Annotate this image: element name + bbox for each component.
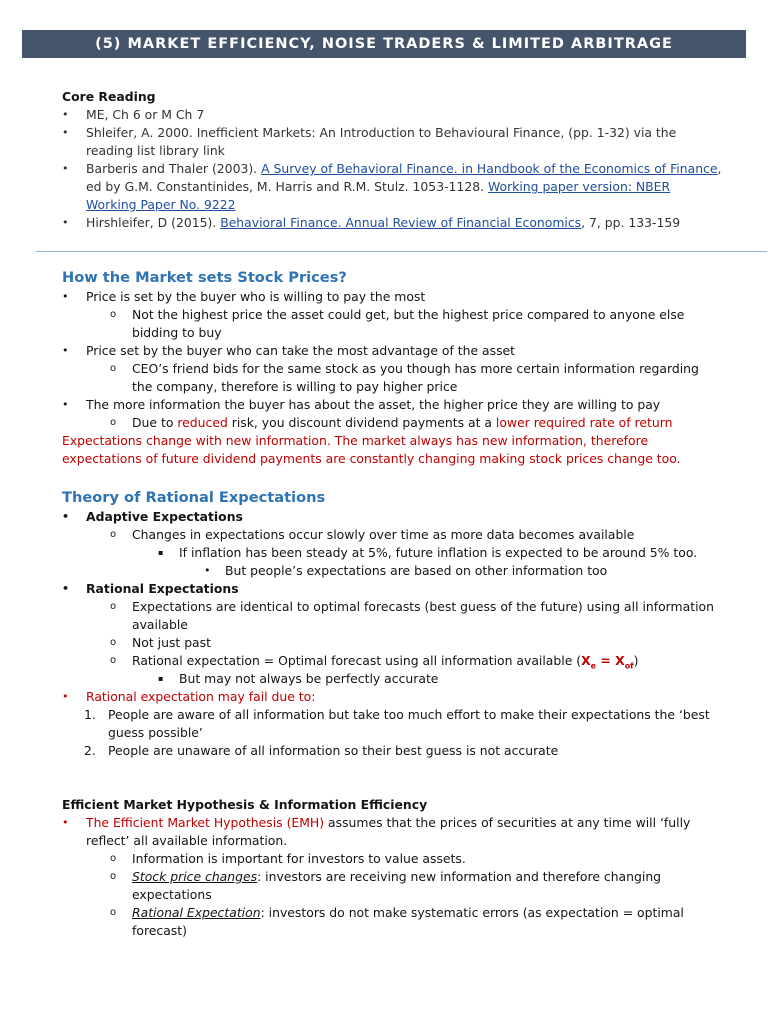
circle-bullet-icon: o <box>110 637 117 648</box>
bullet-icon: • <box>62 126 69 139</box>
list-item: • Price is set by the buyer who is willing to pay the most <box>62 289 426 304</box>
circle-bullet-icon: o <box>110 601 117 612</box>
reference-link[interactable]: Behavioral Finance. Annual Review of Financial Economics <box>220 215 582 230</box>
working-paper-link[interactable]: Working paper version: NBER Working Paper No. 9222 <box>86 179 671 212</box>
list-item: • Adaptive Expectations <box>62 509 243 524</box>
list-item: o Due to reduced risk, you discount dividend payments at a lower required rate of return <box>110 415 673 430</box>
rational-expectations-section <box>62 488 722 760</box>
section-divider <box>36 251 767 252</box>
list-item: • Rational Expectations <box>62 581 239 596</box>
bullet-icon: • <box>62 510 70 523</box>
list-item: o Changes in expectations occur slowly over time as more data becomes available <box>110 527 635 542</box>
circle-bullet-icon: o <box>110 655 117 666</box>
list-item: o Not the highest price the asset could get, but the highest price compared to anyone else bidding to buy <box>110 307 685 340</box>
bullet-icon: • <box>62 344 69 357</box>
list-item: • The more information the buyer has about the asset, the higher price they are willing to pay <box>62 397 661 412</box>
circle-bullet-icon: o <box>110 417 117 428</box>
bullet-icon: • <box>62 816 69 829</box>
list-item: o Expectations are identical to optimal forecasts (best guess of the future) using all information available <box>110 599 714 632</box>
list-number: 1. <box>84 707 96 722</box>
highlight-note: Expectations change with new information. The market always has new information, therefore expectations of future dividend payments are constantly changing making stock prices change too. <box>62 433 681 466</box>
bullet-icon: • <box>62 108 69 121</box>
list-item: o CEO’s friend bids for the same stock as you though has more certain information regarding the company, therefore is willing to pay higher price <box>110 361 699 394</box>
list-item: o Information is important for investors to value assets. <box>110 851 466 866</box>
list-item: • Price set by the buyer who can take the most advantage of the asset <box>62 343 516 358</box>
circle-bullet-icon: o <box>110 309 117 320</box>
circle-bullet-icon: o <box>110 871 117 882</box>
list-item: • The Efficient Market Hypothesis (EMH) assumes that the prices of securities at any time will ‘fully reflect’ all available information. <box>62 815 691 848</box>
list-item: ▪ But may not always be perfectly accurate <box>158 671 439 686</box>
list-item: • Shleifer, A. 2000. Inefficient Markets: An Introduction to Behavioural Finance, (pp. 1-32) via the reading list library link <box>62 125 677 158</box>
core-reading-section <box>62 88 722 232</box>
list-item: • But people’s expectations are based on other information too <box>204 563 608 578</box>
list-item: o Rational expectation = Optimal forecast using all information available $(X_e = X_{of})$ <box>110 653 639 671</box>
section-heading: Theory of Rational Expectations <box>62 489 326 506</box>
square-bullet-icon: ▪ <box>158 548 164 557</box>
square-bullet-icon: ▪ <box>158 674 164 683</box>
emh-section <box>62 796 722 940</box>
list-item: o Stock price changes: investors are receiving new information and therefore changing expectations <box>110 869 662 902</box>
circle-bullet-icon: o <box>110 363 117 374</box>
core-reading-title: Core Reading <box>62 89 156 104</box>
bullet-icon: • <box>62 398 69 411</box>
list-item: • ME, Ch 6 or M Ch 7 <box>62 107 205 122</box>
section-heading: Efficient Market Hypothesis & Information Efficiency <box>62 797 428 812</box>
list-item: • Barberis and Thaler (2003). A Survey of Behavioral Finance. in Handbook of the Economics of Finance, ed by G.M. Constantinides, M. Harris and R.M. Stulz. 1053-1128. Working paper version: NBER Working Paper No. 9222 <box>62 161 722 212</box>
bullet-icon: • <box>62 216 69 229</box>
section-heading: How the Market sets Stock Prices? <box>62 269 347 286</box>
reference-link[interactable]: A Survey of Behavioral Finance. in Handbook of the Economics of Finance <box>261 161 718 176</box>
bullet-icon: • <box>62 690 69 703</box>
numbered-item: 1. People are aware of all information but take too much effort to make their expectations the ‘best guess possible’ <box>84 707 710 740</box>
bullet-icon: • <box>204 564 211 577</box>
list-number: 2. <box>84 743 96 758</box>
list-item: o Not just past <box>110 635 211 650</box>
numbered-item: 2. People are unaware of all information so their best guess is not accurate <box>84 743 559 758</box>
circle-bullet-icon: o <box>110 853 117 864</box>
circle-bullet-icon: o <box>110 907 117 918</box>
bullet-icon: • <box>62 582 70 595</box>
bullet-icon: • <box>62 162 69 175</box>
list-item: • Rational expectation may fail due to: <box>62 689 316 704</box>
circle-bullet-icon: o <box>110 529 117 540</box>
list-item: o Rational Expectation: investors do not make systematic errors (as expectation = optimal forecast) <box>110 905 684 938</box>
bullet-icon: • <box>62 290 69 303</box>
list-item: ▪ If inflation has been steady at 5%, future inflation is expected to be around 5% too. <box>158 545 698 560</box>
section-banner: (5) MARKET EFFICIENCY, NOISE TRADERS & LIMITED ARBITRAGE <box>22 30 746 58</box>
list-item: • Hirshleifer, D (2015). Behavioral Finance. Annual Review of Financial Economics, 7, pp. 133-159 <box>62 215 681 230</box>
market-prices-section <box>62 268 722 468</box>
